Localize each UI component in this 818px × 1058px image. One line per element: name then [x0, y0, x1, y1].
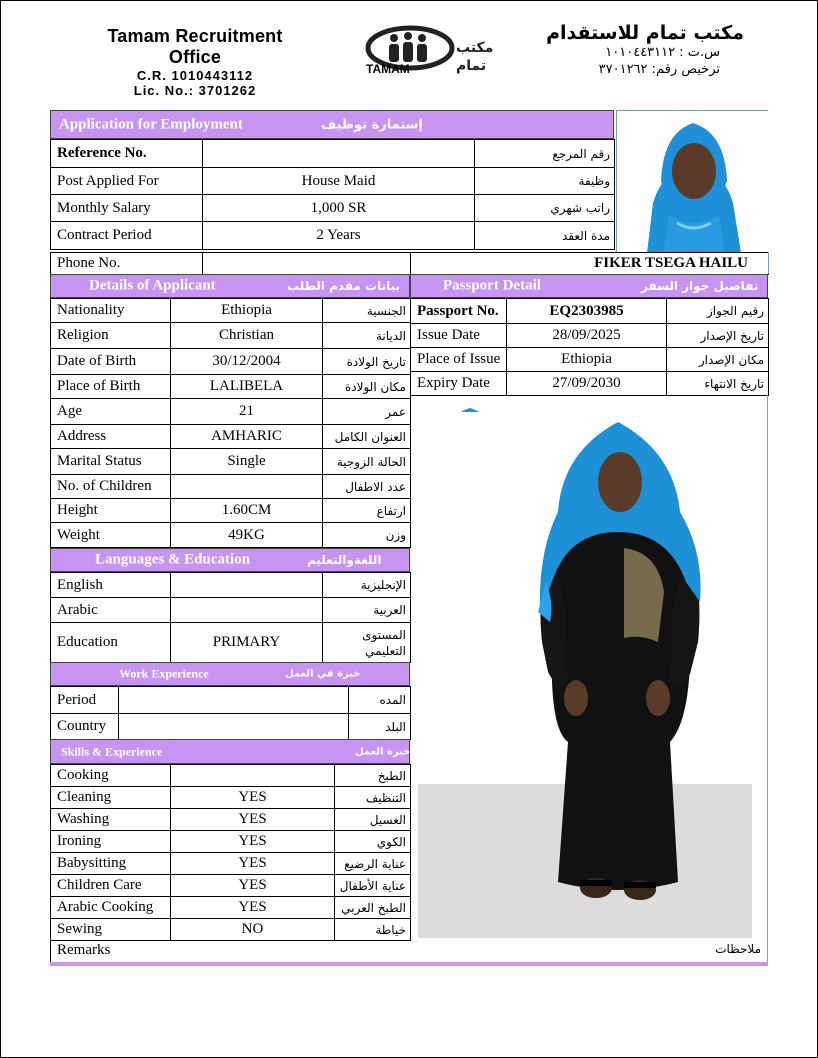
- company-name-en: Tamam Recruitment Office: [107, 26, 283, 67]
- remarks-label: Remarks: [57, 942, 111, 958]
- post-value: House Maid: [203, 168, 475, 195]
- table-row: [411, 299, 769, 324]
- table-row: [51, 253, 769, 275]
- table-row: [51, 687, 411, 714]
- religion-value: Christian: [171, 323, 323, 349]
- dob-value: 30/12/2004: [171, 349, 323, 375]
- phone-name-row: [50, 252, 769, 275]
- work-table: [50, 686, 411, 740]
- table-row: [411, 348, 769, 372]
- place-of-issue-value: Ethiopia: [507, 348, 667, 372]
- phone-value: [203, 253, 411, 275]
- arabic-value: [171, 598, 323, 623]
- salary-label-ar: راتب شهري: [475, 195, 615, 222]
- cooking-label-ar: الطبخ: [335, 765, 411, 787]
- washing-value: YES: [171, 809, 335, 831]
- application-table: [50, 139, 615, 250]
- applicant-title-bar: [50, 274, 410, 298]
- work-title-bar: [50, 662, 410, 686]
- table-row: [51, 787, 411, 809]
- table-row: [51, 897, 411, 919]
- skills-table: [50, 764, 411, 941]
- table-row: [51, 523, 411, 548]
- table-row: [51, 714, 411, 740]
- table-row: [51, 425, 411, 449]
- work-title-ar: خبرة في العمل: [285, 668, 361, 680]
- sewing-label: Sewing: [51, 919, 171, 941]
- country-value: [119, 714, 349, 740]
- passport-title-ar: تفاصيل جواز السفر: [641, 279, 759, 293]
- nationality-value: Ethiopia: [171, 299, 323, 323]
- applicant-table: [50, 298, 411, 548]
- table-row: [51, 399, 411, 425]
- education-label: Education: [51, 623, 171, 663]
- weight-label-ar: وزن: [323, 523, 411, 548]
- english-label-ar: الإنجليزية: [323, 573, 411, 598]
- table-row: [51, 499, 411, 523]
- weight-label: Weight: [51, 523, 171, 548]
- company-name-ar: مكتب تمام للاستقدام: [546, 22, 744, 44]
- cleaning-label-ar: التنظيف: [335, 787, 411, 809]
- applicant-full-name: FIKER TSEGA HAILU: [411, 253, 769, 275]
- height-value: 1.60CM: [171, 499, 323, 523]
- religion-label: Religion: [51, 323, 171, 349]
- arabic-label-ar: العربية: [323, 598, 411, 623]
- period-value: [119, 687, 349, 714]
- skills-title-bar: [50, 739, 410, 764]
- ironing-label-ar: الكوي: [335, 831, 411, 853]
- sewing-value: NO: [171, 919, 335, 941]
- bottom-accent-line: [50, 962, 768, 966]
- height-label-ar: ارتفاع: [323, 499, 411, 523]
- table-row: [51, 809, 411, 831]
- contract-label-ar: مدة العقد: [475, 222, 615, 250]
- issue-date-label: Issue Date: [411, 324, 507, 348]
- children-label-ar: عدد الاطفال: [323, 475, 411, 499]
- table-row: [51, 168, 615, 195]
- reference-label-ar: رقم المرجع: [475, 140, 615, 168]
- place-of-issue-label: Place of Issue: [411, 348, 507, 372]
- license-number-ar: ترخيص رقم: ٣٧٠١٢٦٢: [598, 62, 720, 77]
- education-value: PRIMARY: [171, 623, 323, 663]
- table-row: [51, 140, 615, 168]
- table-row: [51, 573, 411, 598]
- country-label-ar: البلد: [349, 714, 411, 740]
- contract-label: Contract Period: [51, 222, 203, 250]
- marital-value: Single: [171, 449, 323, 475]
- address-label: Address: [51, 425, 171, 449]
- table-row: [51, 623, 411, 663]
- application-title-en: Application for Employment: [59, 116, 243, 132]
- washing-label-ar: الغسيل: [335, 809, 411, 831]
- cooking-label: Cooking: [51, 765, 171, 787]
- table-row: [411, 324, 769, 348]
- address-value: AMHARIC: [171, 425, 323, 449]
- applicant-headshot-photo: [616, 110, 768, 252]
- children-label: No. of Children: [51, 475, 171, 499]
- children-care-label: Children Care: [51, 875, 171, 897]
- expiry-date-label-ar: تاريخ الانتهاء: [667, 372, 769, 396]
- passport-title-bar: [410, 274, 768, 298]
- babysitting-label: Babysitting: [51, 853, 171, 875]
- table-row: [51, 475, 411, 499]
- age-label-ar: عمر: [323, 399, 411, 425]
- work-title-en: Work Experience: [119, 666, 209, 681]
- nationality-label-ar: الجنسية: [323, 299, 411, 323]
- issue-date-label-ar: تاريخ الإصدار: [667, 324, 769, 348]
- reference-label: Reference No.: [51, 140, 203, 168]
- ironing-label: Ironing: [51, 831, 171, 853]
- table-row: [51, 195, 615, 222]
- ironing-value: YES: [171, 831, 335, 853]
- period-label: Period: [51, 687, 119, 714]
- table-row: [51, 875, 411, 897]
- applicant-title-ar: بيانات مقدم الطلب: [287, 279, 401, 293]
- languages-table: [50, 572, 411, 663]
- babysitting-value: YES: [171, 853, 335, 875]
- dob-label: Date of Birth: [51, 349, 171, 375]
- application-title-bar: [50, 110, 614, 139]
- languages-title-en: Languages & Education: [95, 551, 251, 568]
- cr-number-ar: س.ت : ١٠١٠٤٤٣١١٢: [605, 45, 720, 60]
- height-label: Height: [51, 499, 171, 523]
- marital-label-ar: الحالة الزوجية: [323, 449, 411, 475]
- license-number-en: Lic. No.: 3701262: [133, 83, 257, 98]
- expiry-date-label: Expiry Date: [411, 372, 507, 396]
- children-care-value: YES: [171, 875, 335, 897]
- english-label: English: [51, 573, 171, 598]
- post-label-ar: وظيفة: [475, 168, 615, 195]
- age-label: Age: [51, 399, 171, 425]
- pob-label: Place of Birth: [51, 375, 171, 399]
- remarks-label-ar: ملاحظات: [715, 942, 761, 956]
- pob-label-ar: مكان الولادة: [323, 375, 411, 399]
- post-label: Post Applied For: [51, 168, 203, 195]
- table-row: [51, 323, 411, 349]
- passport-no-label-ar: رقيم الجواز: [667, 299, 769, 324]
- table-row: [51, 598, 411, 623]
- cleaning-value: YES: [171, 787, 335, 809]
- passport-no-value: EQ2303985: [507, 299, 667, 324]
- table-row: [51, 349, 411, 375]
- salary-label: Monthly Salary: [51, 195, 203, 222]
- logo-text-en: TAMAM: [366, 62, 410, 76]
- arabic-cooking-value: YES: [171, 897, 335, 919]
- table-row: [51, 299, 411, 323]
- table-row: [51, 919, 411, 941]
- passport-table: [410, 298, 769, 396]
- applicant-full-body-photo: [418, 412, 752, 938]
- company-header-en: [92, 26, 298, 98]
- expiry-date-value: 27/09/2030: [507, 372, 667, 396]
- applicant-title-en: Details of Applicant: [89, 277, 216, 294]
- cr-number-en: C.R. 1010443112: [136, 68, 254, 83]
- dob-label-ar: تاريخ الولادة: [323, 349, 411, 375]
- passport-title-en: Passport Detail: [443, 277, 541, 294]
- table-row: [51, 375, 411, 399]
- children-care-label-ar: عناية الأطفال: [335, 875, 411, 897]
- contract-value: 2 Years: [203, 222, 475, 250]
- table-row: [411, 372, 769, 396]
- issue-date-value: 28/09/2025: [507, 324, 667, 348]
- english-value: [171, 573, 323, 598]
- weight-value: 49KG: [171, 523, 323, 548]
- nationality-label: Nationality: [51, 299, 171, 323]
- company-header-ar: [534, 22, 744, 78]
- pob-value: LALIBELA: [171, 375, 323, 399]
- marital-label: Marital Status: [51, 449, 171, 475]
- passport-no-label: Passport No.: [411, 299, 507, 324]
- children-value: [171, 475, 323, 499]
- washing-label: Washing: [51, 809, 171, 831]
- table-row: [51, 222, 615, 250]
- logo-ar-bottom: تمام: [456, 58, 487, 74]
- phone-label: Phone No.: [51, 253, 203, 275]
- table-row: [51, 449, 411, 475]
- arabic-cooking-label: Arabic Cooking: [51, 897, 171, 919]
- address-label-ar: العنوان الكامل: [323, 425, 411, 449]
- sewing-label-ar: خياطة: [335, 919, 411, 941]
- babysitting-label-ar: عناية الرضيع: [335, 853, 411, 875]
- remarks-row: [50, 940, 768, 963]
- age-value: 21: [171, 399, 323, 425]
- cleaning-label: Cleaning: [51, 787, 171, 809]
- reference-value: [203, 140, 475, 168]
- country-label: Country: [51, 714, 119, 740]
- place-of-issue-label-ar: مكان الإصدار: [667, 348, 769, 372]
- table-row: [51, 853, 411, 875]
- skills-title-ar: خبرة العمل: [355, 746, 411, 757]
- religion-label-ar: الديانة: [323, 323, 411, 349]
- skills-title-en: Skills & Experience: [61, 744, 163, 758]
- table-row: [51, 765, 411, 787]
- table-row: [51, 831, 411, 853]
- arabic-label: Arabic: [51, 598, 171, 623]
- education-label-ar: المستوى التعليمي: [323, 623, 411, 663]
- languages-title-bar: [50, 548, 410, 572]
- languages-title-ar: اللغةوالتعليم: [307, 553, 382, 567]
- salary-value: 1,000 SR: [203, 195, 475, 222]
- logo-ar-top: مكتب: [456, 40, 494, 56]
- period-label-ar: المده: [349, 687, 411, 714]
- application-title-ar: إستمارة توظيف: [321, 117, 423, 132]
- arabic-cooking-label-ar: الطبخ العربي: [335, 897, 411, 919]
- cooking-value: [171, 765, 335, 787]
